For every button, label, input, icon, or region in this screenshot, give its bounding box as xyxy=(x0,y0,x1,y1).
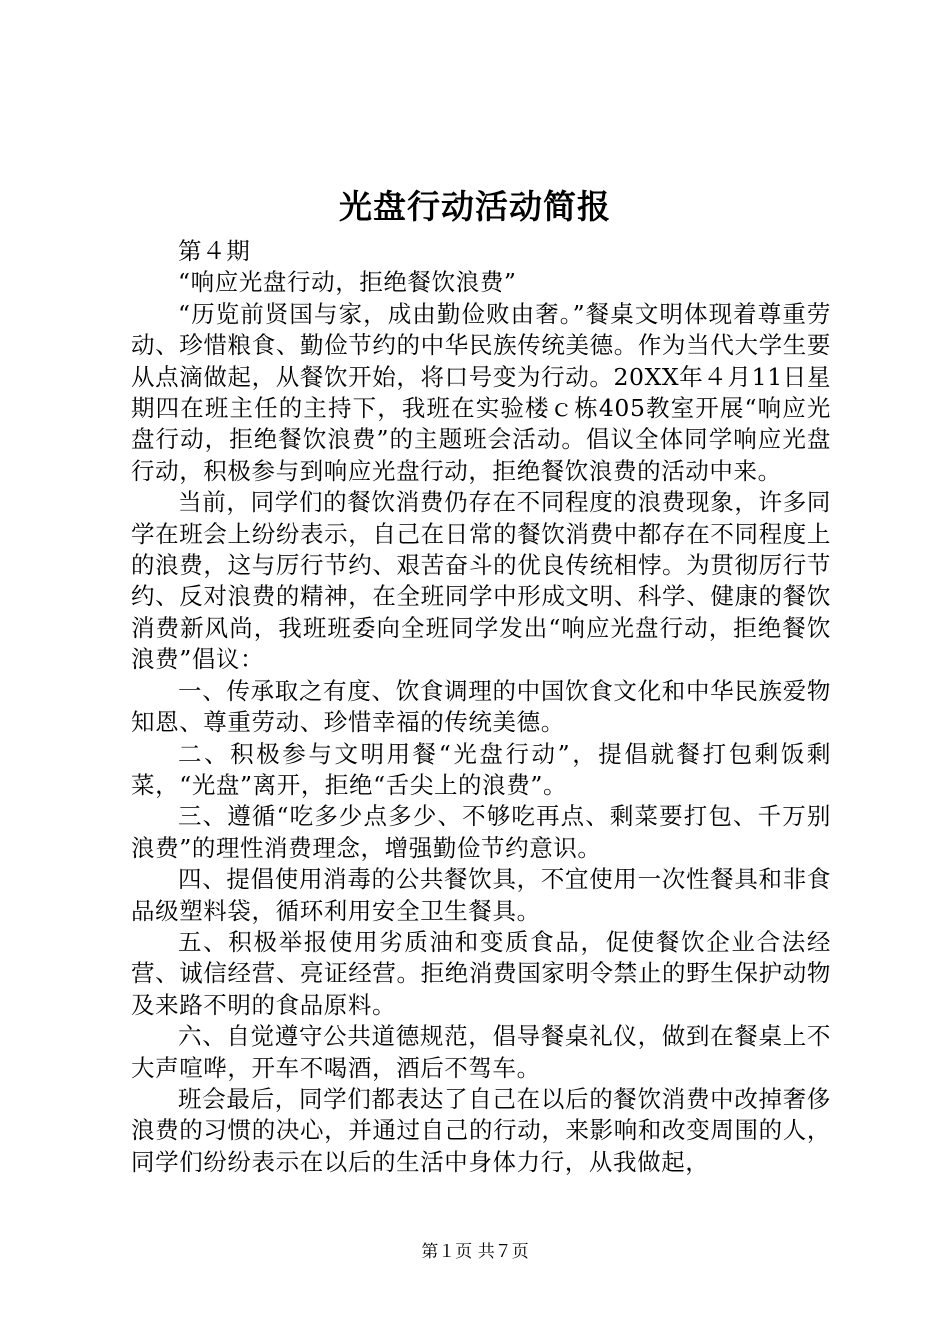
document-body xyxy=(131,236,831,1178)
issue-number: 第４期 xyxy=(178,237,251,265)
paragraph: “历览前贤国与家，成由勤俭败由奢。”餐桌文明体现着尊重劳动、珍惜粮食、勤俭节约的中华民族传统美德。作为当代大学生要从点滴做起，从餐饮开始，将口号变为行动。20XX年４月11日星期四在班主任的主持下，我班在实验楼ｃ栋405教室开展“响应光盘行动，拒绝餐饮浪费”的主题班会活动。倡议全体同学响应光盘行动，积极参与到响应光盘行动，拒绝餐饮浪费的活动中来。 xyxy=(131,299,831,485)
paragraph: 当前，同学们的餐饮消费仍存在不同程度的浪费现象，许多同学在班会上纷纷表示，自己在日常的餐饮消费中都存在不同程度上的浪费，这与厉行节约、艰苦奋斗的优良传统相悖。为贯彻厉行节约、反对浪费的精神，在全班同学中形成文明、科学、健康的餐饮消费新风尚，我班班委向全班同学发出“响应光盘行动，拒绝餐饮浪费”倡议： xyxy=(131,488,831,674)
document-title: 光盘行动活动简报 xyxy=(339,187,611,226)
proposal-item-2: 二、积极参与文明用餐“光盘行动”，提倡就餐打包剩饭剩菜，“光盘”离开，拒绝“舌尖上的浪费”。 xyxy=(131,739,831,799)
proposal-item-4: 四、提倡使用消毒的公共餐饮具，不宜使用一次性餐具和非食品级塑料袋，循环利用安全卫生餐具。 xyxy=(131,865,831,925)
page-number-footer: 第１页 共７页 xyxy=(421,1242,529,1262)
proposal-item-5: 五、积极举报使用劣质油和变质食品，促使餐饮企业合法经营、诚信经营、亮证经营。拒绝消费国家明令禁止的野生保护动物及来路不明的食品原料。 xyxy=(131,927,831,1019)
proposal-item-1: 一、传承取之有度、饮食调理的中国饮食文化和中华民族爱物知恩、尊重劳动、珍惜幸福的传统美德。 xyxy=(131,676,831,737)
proposal-item-3: 三、遵循“吃多少点多少、不够吃再点、剩菜要打包、千万别浪费”的理性消费理念，增强勤俭节约意识。 xyxy=(131,802,831,862)
proposal-item-6: 六、自觉遵守公共道德规范，倡导餐桌礼仪，做到在餐桌上不大声喧哗，开车不喝酒，酒后不驾车。 xyxy=(131,1022,831,1082)
paragraph: 班会最后，同学们都表达了自己在以后的餐饮消费中改掉奢侈浪费的习惯的决心，并通过自己的行动，来影响和改变周围的人，同学们纷纷表示在以后的生活中身体力行，从我做起， xyxy=(131,1084,831,1176)
slogan-line: “响应光盘行动，拒绝餐饮浪费” xyxy=(178,268,517,297)
